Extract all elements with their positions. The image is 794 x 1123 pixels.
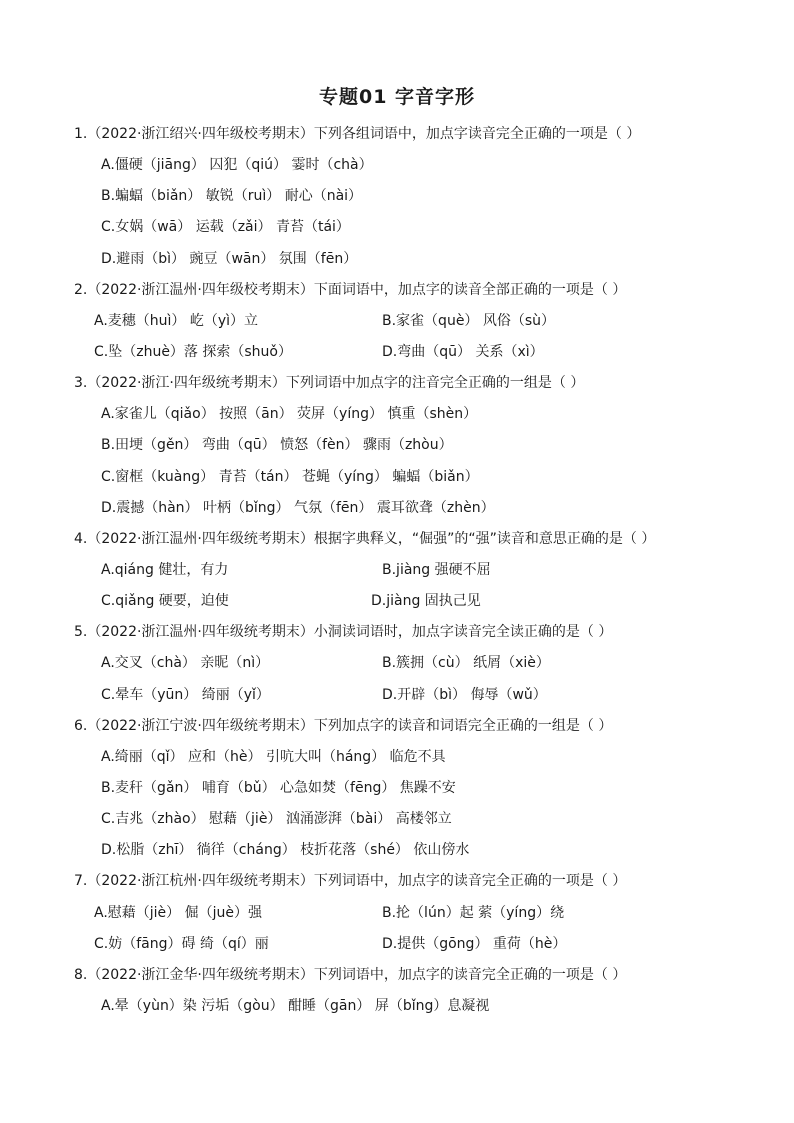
option-line: B.蝙蝠（biǎn） 敏锐（ruì） 耐心（nài） bbox=[101, 188, 363, 205]
option-c: C.qiǎng 硬要，迫使 bbox=[101, 593, 229, 610]
option-line: A.绮丽（qǐ） 应和（hè） 引吭大叫（háng） 临危不具 bbox=[101, 748, 446, 765]
question-stem: 7.（2022·浙江杭州·四年级统考期末）下列词语中，加点字的读音完全正确的一项是（ ） bbox=[74, 873, 627, 890]
option-row bbox=[74, 648, 754, 679]
option-row bbox=[74, 337, 754, 368]
option-c: C.晕车（yūn） 绮丽（yǐ） bbox=[101, 686, 270, 703]
option-line: D.松脂（zhī） 徜徉（cháng） 枝折花落（shé） 依山傍水 bbox=[101, 842, 470, 859]
option-line: C.窗框（kuàng） 青苔（tán） 苍蝇（yíng） 蝙蝠（biǎn） bbox=[101, 468, 479, 485]
option-line: C.女娲（wā） 运载（zǎi） 青苔（tái） bbox=[101, 219, 350, 236]
option-b: B.家雀（què） 风俗（sù） bbox=[382, 312, 556, 329]
question-stem: 3.（2022·浙江·四年级统考期末）下列词语中加点字的注音完全正确的一组是（ ） bbox=[74, 375, 585, 392]
question-stem: 6.（2022·浙江宁波·四年级统考期末）下列加点字的读音和词语完全正确的一组是（ ） bbox=[74, 717, 613, 734]
option-line: A.僵硬（jiāng） 囚犯（qiú） 霎时（chà） bbox=[101, 157, 373, 174]
question-stem: 2.（2022·浙江温州·四年级校考期末）下面词语中，加点字的读音全部正确的一项是（ ） bbox=[74, 281, 627, 298]
option-c: C.妨（fāng）碍 绮（qí）丽 bbox=[94, 935, 269, 952]
option-b: B.jiàng 强硬不屈 bbox=[382, 561, 491, 578]
option-row bbox=[74, 586, 754, 617]
option-row bbox=[74, 929, 754, 960]
page-title: 专题01 字音字形 bbox=[318, 86, 476, 108]
option-row bbox=[74, 555, 754, 586]
option-d: D.jiàng 固执己见 bbox=[371, 593, 481, 610]
option-row bbox=[74, 680, 754, 711]
option-d: D.弯曲（qū） 关系（xì） bbox=[382, 343, 544, 360]
option-a: A.麦穗（huì） 屹（yì）立 bbox=[94, 312, 259, 329]
option-d: D.开辟（bì） 侮辱（wǔ） bbox=[382, 686, 547, 703]
option-b: B.簇拥（cù） 纸屑（xiè） bbox=[382, 655, 550, 672]
option-a: A.qiáng 健壮，有力 bbox=[101, 561, 229, 578]
option-c: C.坠（zhuè）落 探索（shuǒ） bbox=[94, 343, 292, 360]
option-line: D.震撼（hàn） 叶柄（bǐng） 气氛（fēn） 震耳欲聋（zhèn） bbox=[101, 499, 495, 516]
option-line: B.麦秆（gǎn） 哺育（bǔ） 心急如焚（fēng） 焦躁不安 bbox=[101, 779, 456, 796]
option-row bbox=[74, 306, 754, 337]
option-a: A.慰藉（jiè） 倔（juè）强 bbox=[94, 904, 262, 921]
question-stem: 4.（2022·浙江温州·四年级统考期末）根据字典释义，“倔强”的“强”读音和意思正确的是（ ） bbox=[74, 530, 656, 547]
option-b: B.抡（lún）起 萦（yíng）绕 bbox=[382, 904, 565, 921]
option-line: A.晕（yùn）染 污垢（gòu） 酣睡（gān） 屏（bǐng）息凝视 bbox=[101, 997, 490, 1014]
option-a: A.交叉（chà） 亲昵（nì） bbox=[101, 655, 270, 672]
question-stem: 1.（2022·浙江绍兴·四年级校考期末）下列各组词语中，加点字读音完全正确的一项是（ ） bbox=[74, 126, 641, 142]
question-list bbox=[74, 119, 754, 1022]
option-line: B.田埂（gěn） 弯曲（qū） 愤怒（fèn） 骤雨（zhòu） bbox=[101, 437, 453, 454]
option-line: D.避雨（bì） 豌豆（wān） 氛围（fēn） bbox=[101, 250, 358, 267]
question-stem: 8.（2022·浙江金华·四年级统考期末）下列词语中，加点字的读音完全正确的一项是（ ） bbox=[74, 966, 627, 983]
option-line: A.家雀儿（qiǎo） 按照（ān） 荧屏（yíng） 慎重（shèn） bbox=[101, 406, 478, 423]
question-stem: 5.（2022·浙江温州·四年级统考期末）小洞读词语时，加点字读音完全读正确的是（ ） bbox=[74, 624, 613, 641]
option-d: D.提供（gōng） 重荷（hè） bbox=[382, 935, 567, 952]
option-row bbox=[74, 898, 754, 929]
option-line: C.吉兆（zhào） 慰藉（jiè） 汹涌澎湃（bài） 高楼邻立 bbox=[101, 811, 452, 828]
